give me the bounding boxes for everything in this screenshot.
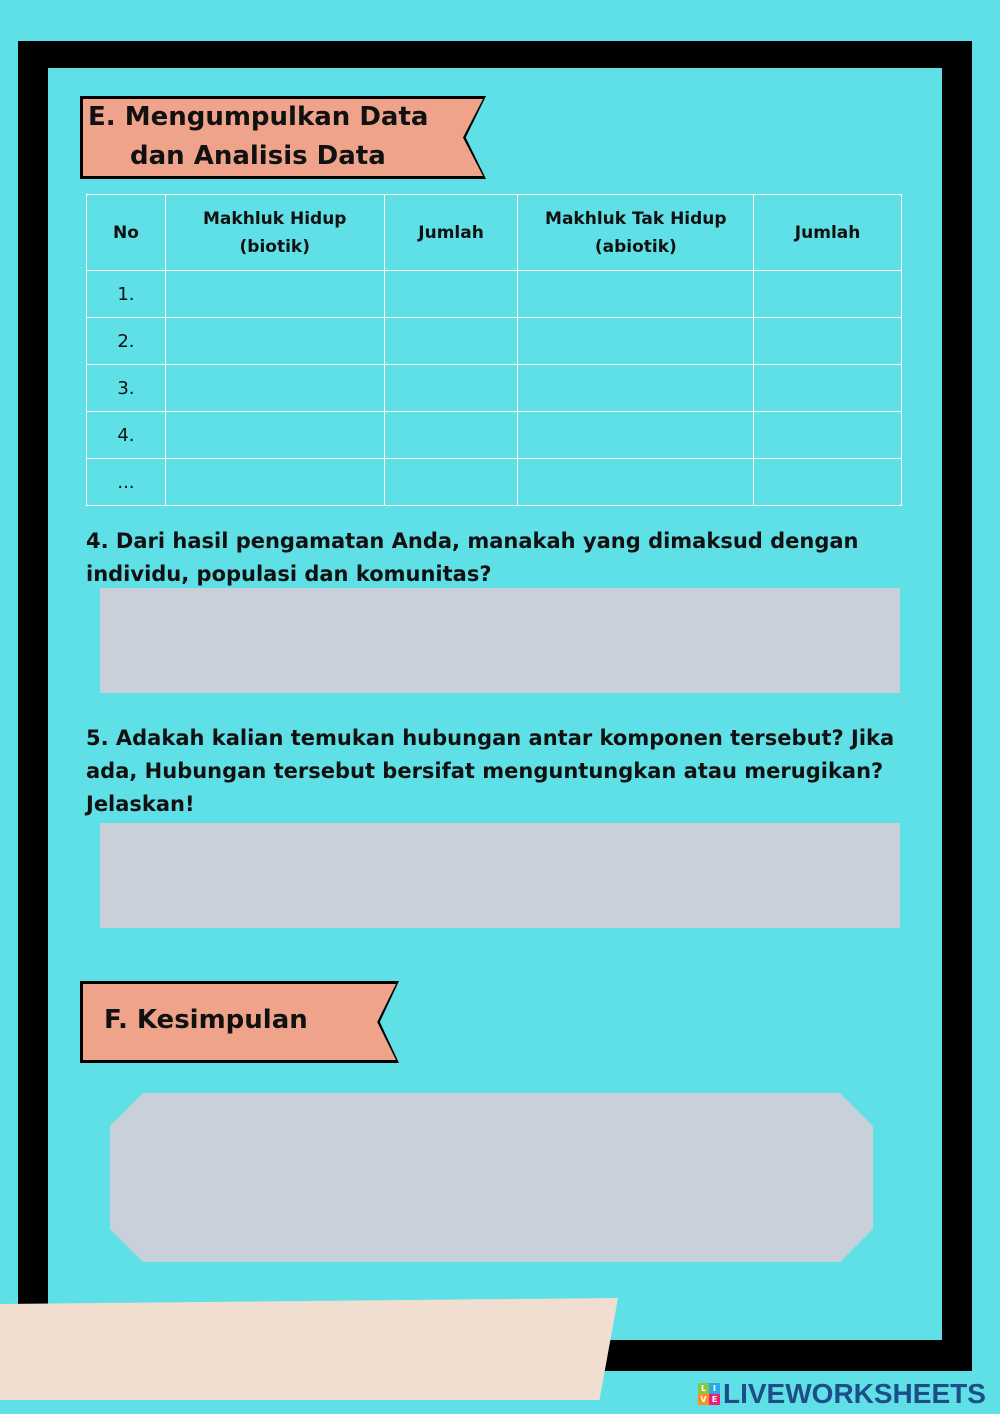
answer-5-field[interactable] [100, 823, 900, 928]
cell-abiotik[interactable] [518, 459, 754, 506]
row-number: 1. [87, 271, 166, 318]
table-row [87, 271, 902, 318]
cell-jumlah[interactable] [754, 412, 902, 459]
cell-abiotik[interactable] [518, 271, 754, 318]
cell-jumlah[interactable] [384, 365, 518, 412]
conclusion-field[interactable] [110, 1093, 873, 1262]
row-number: 4. [87, 412, 166, 459]
cell-biotik[interactable] [165, 271, 384, 318]
cell-jumlah[interactable] [754, 365, 902, 412]
cell-biotik[interactable] [165, 318, 384, 365]
cell-jumlah[interactable] [384, 459, 518, 506]
cell-jumlah[interactable] [754, 459, 902, 506]
tape-decoration [0, 1298, 618, 1400]
header-abiotik: Makhluk Tak Hidup (abiotik) [518, 195, 754, 271]
table-header-row [87, 195, 902, 271]
question-4: 4. Dari hasil pengamatan Anda, manakah yang dimaksud dengan individu, populasi dan komunitas? [86, 529, 859, 586]
cell-jumlah[interactable] [754, 271, 902, 318]
liveworksheets-icon: L I V E [698, 1383, 720, 1405]
data-table [86, 194, 902, 506]
cell-abiotik[interactable] [518, 318, 754, 365]
table-row [87, 318, 902, 365]
table-row [87, 412, 902, 459]
cell-biotik[interactable] [165, 412, 384, 459]
liveworksheets-logo [698, 1379, 986, 1409]
logo-text: LIVEWORKSHEETS [723, 1378, 986, 1409]
cell-jumlah[interactable] [384, 271, 518, 318]
cell-biotik[interactable] [165, 365, 384, 412]
table-row [87, 459, 902, 506]
question-5: 5. Adakah kalian temukan hubungan antar komponen tersebut? Jika ada, Hubungan tersebut bersifat menguntungkan atau merugikan? Jelaskan! [86, 726, 895, 816]
table-row [87, 365, 902, 412]
cell-biotik[interactable] [165, 459, 384, 506]
header-jumlah-biotik: Jumlah [384, 195, 518, 271]
row-number: ... [87, 459, 166, 506]
cell-abiotik[interactable] [518, 412, 754, 459]
section-f-title: F. Kesimpulan [104, 1005, 308, 1035]
row-number: 2. [87, 318, 166, 365]
cell-jumlah[interactable] [384, 412, 518, 459]
answer-4-field[interactable] [100, 588, 900, 693]
header-jumlah-abiotik: Jumlah [754, 195, 902, 271]
section-e-title-line2: dan Analisis Data [130, 141, 386, 171]
header-biotik: Makhluk Hidup (biotik) [165, 195, 384, 271]
cell-jumlah[interactable] [754, 318, 902, 365]
cell-jumlah[interactable] [384, 318, 518, 365]
header-no: No [87, 195, 166, 271]
row-number: 3. [87, 365, 166, 412]
cell-abiotik[interactable] [518, 365, 754, 412]
section-e-title-line1: E. Mengumpulkan Data [88, 102, 429, 132]
